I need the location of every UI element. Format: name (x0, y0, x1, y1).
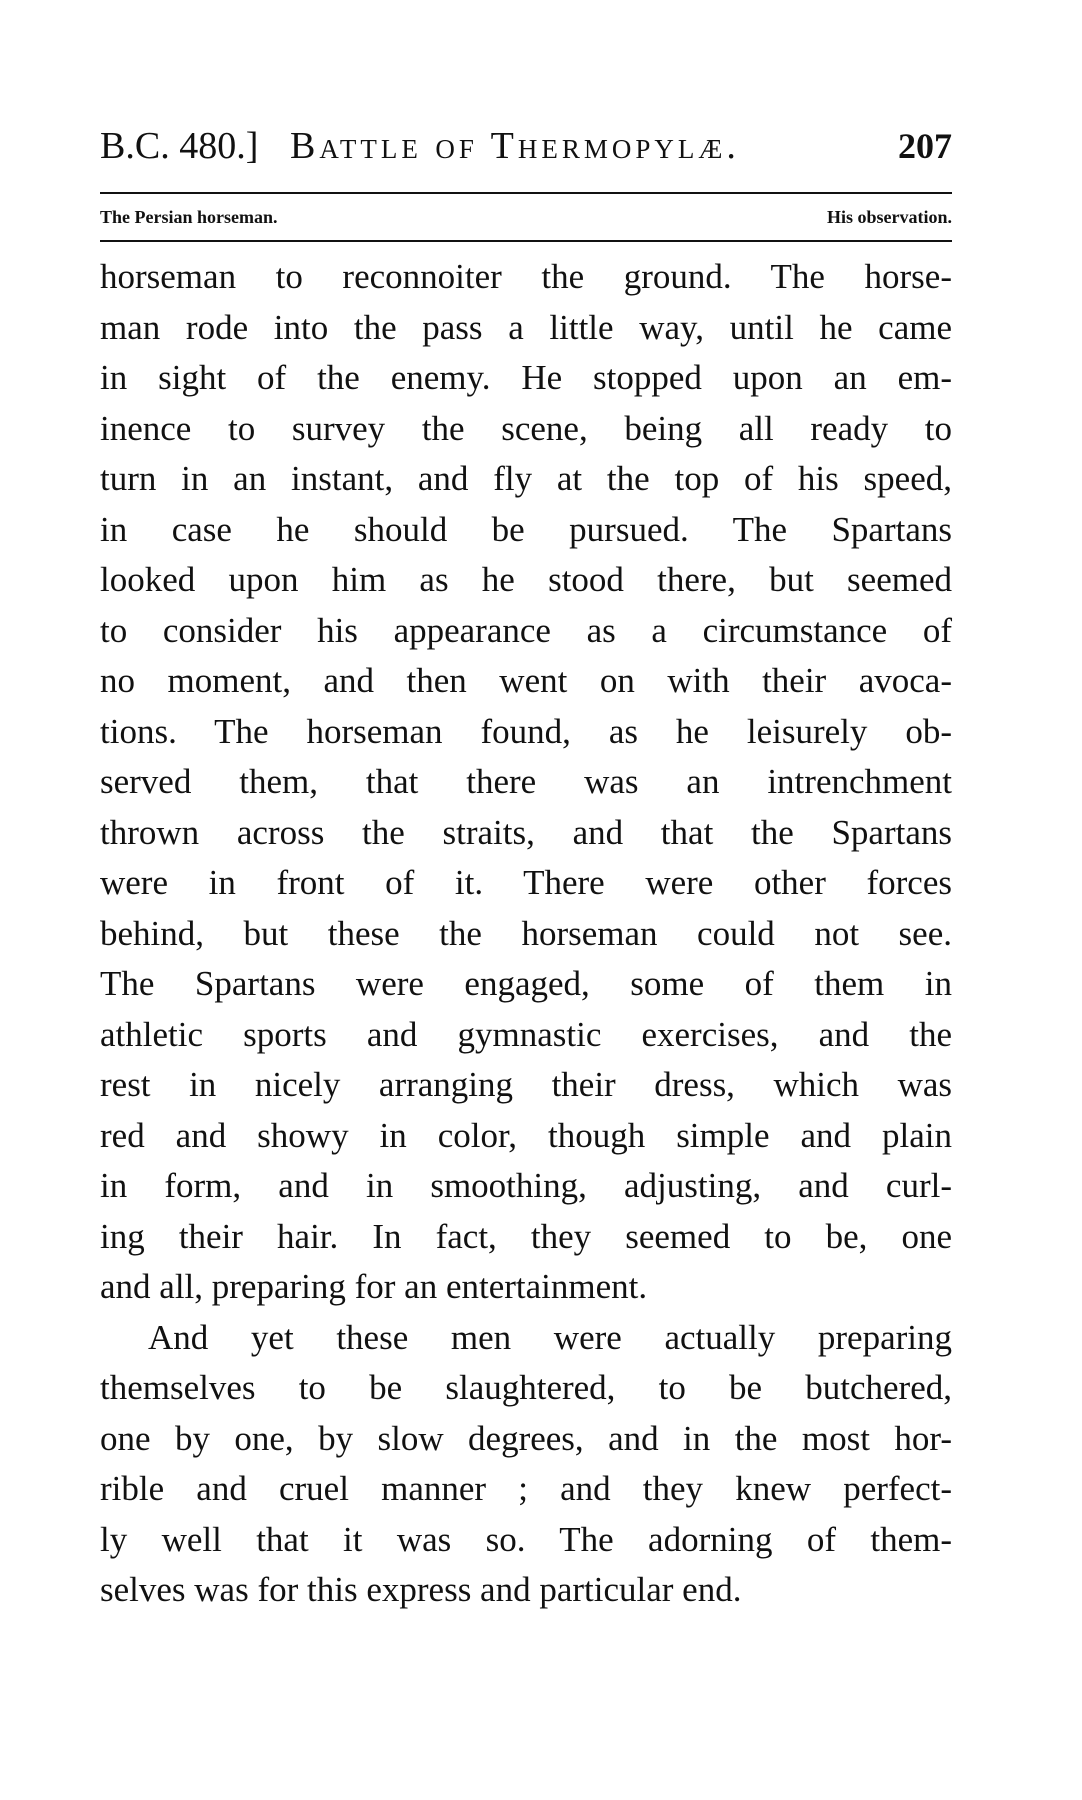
paragraph-2 (100, 1313, 952, 1616)
text-line: in form, and in smoothing, adjusting, and curl- (100, 1166, 952, 1205)
body-text (100, 252, 952, 1616)
text-line: horseman to reconnoiter the ground. The horse- (100, 257, 952, 296)
text-line: and all, preparing for an entertainment. (100, 1267, 648, 1306)
sidenote-left: The Persian horseman. (100, 207, 278, 227)
text-line: The Spartans were engaged, some of them in (100, 964, 952, 1003)
text-line: behind, but these the horseman could not see. (100, 913, 952, 953)
text-line: one by one, by slow degrees, and in the most hor- (100, 1418, 952, 1458)
page-number: 207 (898, 126, 952, 166)
header-rule-bottom (100, 240, 952, 242)
text-line: red and showy in color, though simple and plain (100, 1115, 952, 1155)
text-line: tions. The horseman found, as he leisurely ob- (100, 711, 952, 751)
text-line: rible and cruel manner ; and they knew perfect- (100, 1469, 952, 1508)
text-line: And yet these men were actually preparing (148, 1317, 952, 1357)
paragraph-1 (100, 252, 952, 1313)
text-line: turn in an instant, and fly at the top of his speed, (100, 459, 952, 498)
header-date: B.C. 480.] (100, 125, 259, 167)
text-line: no moment, and then went on with their avoca- (100, 661, 952, 700)
text-line: looked upon him as he stood there, but seemed (100, 560, 952, 599)
text-line: were in front of it. There were other forces (100, 863, 952, 902)
text-line: inence to survey the scene, being all ready to (100, 408, 952, 448)
running-head (100, 118, 952, 174)
text-line: served them, that there was an intrenchment (100, 762, 952, 801)
header-title: Battle of Thermopylæ. (290, 125, 740, 167)
text-line: to consider his appearance as a circumstance of (100, 610, 952, 650)
sidenote-bar (100, 196, 952, 238)
text-line: in case he should be pursued. The Spartans (100, 509, 952, 549)
sidenote-right: His observation. (826, 207, 952, 227)
text-line: ing their hair. In fact, they seemed to be, one (100, 1216, 952, 1256)
text-line: themselves to be slaughtered, to be butchered, (100, 1368, 952, 1407)
text-line: man rode into the pass a little way, until he came (100, 307, 952, 347)
text-line: athletic sports and gymnastic exercises, and the (100, 1014, 952, 1054)
text-line: ly well that it was so. The adorning of them- (100, 1519, 952, 1559)
text-line: rest in nicely arranging their dress, which was (100, 1065, 952, 1104)
header-rule-top (100, 192, 952, 194)
text-line: in sight of the enemy. He stopped upon an em- (100, 358, 952, 397)
text-line: thrown across the straits, and that the Spartans (100, 812, 952, 852)
text-line: selves was for this express and particular end. (100, 1570, 742, 1609)
